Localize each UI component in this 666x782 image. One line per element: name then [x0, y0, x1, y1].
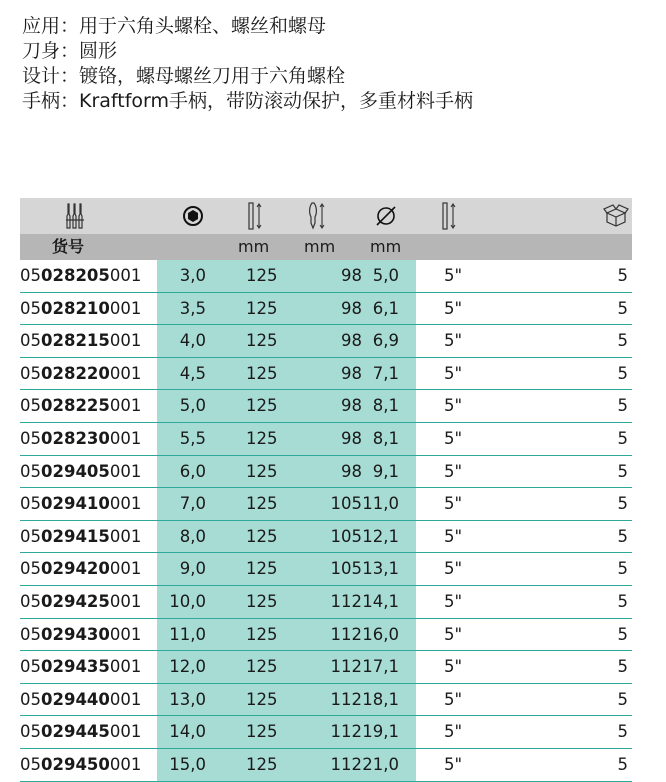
order-number: 05029450001: [20, 754, 142, 774]
table-row: [20, 488, 632, 521]
table-body: [20, 260, 632, 782]
inch-length-cell: 5": [444, 331, 463, 351]
diameter-cell: 6,9: [372, 331, 399, 351]
blade-length-cell: 125: [246, 591, 278, 611]
icon-header-row: [20, 198, 632, 234]
package-qty-cell: 5: [617, 657, 628, 677]
length-cell: 98: [341, 331, 362, 351]
order-number: 05029415001: [20, 526, 142, 546]
hex-size-cell: 4,5: [179, 363, 206, 383]
blade-length-cell: 125: [246, 657, 278, 677]
total-length-icon: [437, 198, 461, 234]
description-line-application: 应用：用于六角头螺栓、螺丝和螺母: [22, 15, 327, 37]
inch-length-cell: 5": [444, 559, 463, 579]
tool-set-icon: [60, 198, 90, 234]
unit-length: mm: [304, 237, 336, 256]
blade-length-cell: 125: [246, 624, 278, 644]
length-cell: 98: [341, 298, 362, 318]
hex-size-cell: 15,0: [169, 754, 206, 774]
table-row: [20, 619, 632, 652]
length-cell: 98: [341, 266, 362, 285]
package-qty-cell: 5: [617, 494, 628, 514]
table-row: [20, 293, 632, 326]
diameter-cell: 17,1: [362, 657, 399, 677]
table-row: [20, 423, 632, 456]
diameter-cell: 9,1: [372, 461, 399, 481]
hex-size-cell: 4,0: [179, 331, 206, 351]
package-qty-cell: 5: [617, 363, 628, 383]
hex-size-cell: 14,0: [169, 722, 206, 742]
order-number: 05029445001: [20, 722, 142, 742]
table-row: [20, 260, 632, 293]
inch-length-cell: 5": [444, 428, 463, 448]
inch-length-cell: 5": [444, 591, 463, 611]
blade-length-cell: 125: [246, 266, 278, 285]
order-number: 05029410001: [20, 494, 142, 514]
inch-length-cell: 5": [444, 689, 463, 709]
hex-size-cell: 13,0: [169, 689, 206, 709]
hex-size-cell: 3,5: [179, 298, 206, 318]
order-number: 05028225001: [20, 396, 142, 416]
diameter-cell: 11,0: [362, 494, 399, 514]
inch-length-cell: 5": [444, 624, 463, 644]
table-row: [20, 716, 632, 749]
description-line-design: 设计：镀铬，螺母螺丝刀用于六角螺栓: [22, 65, 346, 87]
blade-length-cell: 125: [246, 722, 278, 742]
description-line-handle: 手柄：Kraftform手柄，带防滚动保护，多重材料手柄: [22, 90, 474, 112]
length-cell: 112: [330, 591, 362, 611]
blade-length-cell: 125: [246, 526, 278, 546]
diameter-cell: 18,1: [362, 689, 399, 709]
product-table: [20, 198, 632, 782]
hex-socket-icon: [178, 198, 208, 234]
table-row: [20, 521, 632, 554]
hex-size-cell: 3,0: [179, 266, 206, 285]
inch-length-cell: 5": [444, 461, 463, 481]
table-row: [20, 456, 632, 489]
diameter-cell: 13,1: [362, 559, 399, 579]
diameter-cell: 19,1: [362, 722, 399, 742]
order-number: 05029435001: [20, 657, 142, 677]
package-qty-cell: 5: [617, 396, 628, 416]
screwdriver-length-icon: [303, 198, 331, 234]
package-qty-cell: 5: [617, 689, 628, 709]
product-description: [22, 14, 473, 114]
length-cell: 98: [341, 363, 362, 383]
package-icon: [602, 198, 630, 234]
inch-length-cell: 5": [444, 298, 463, 318]
table-row: [20, 586, 632, 619]
diameter-icon: [372, 198, 400, 234]
order-number: 05029440001: [20, 689, 142, 709]
inch-length-cell: 5": [444, 494, 463, 514]
order-number: 05029420001: [20, 559, 142, 579]
diameter-cell: 6,1: [372, 298, 399, 318]
length-cell: 112: [330, 754, 362, 774]
diameter-cell: 7,1: [372, 363, 399, 383]
inch-length-cell: 5": [444, 363, 463, 383]
hex-size-cell: 9,0: [179, 559, 206, 579]
order-number: 05029405001: [20, 461, 142, 481]
length-cell: 98: [341, 396, 362, 416]
table-row: [20, 651, 632, 684]
hex-size-cell: 8,0: [179, 526, 206, 546]
hex-size-cell: 5,5: [179, 428, 206, 448]
length-cell: 112: [330, 689, 362, 709]
inch-length-cell: 5": [444, 657, 463, 677]
length-cell: 112: [330, 722, 362, 742]
blade-length-cell: 125: [246, 494, 278, 514]
package-qty-cell: 5: [617, 624, 628, 644]
table-row: [20, 358, 632, 391]
inch-length-cell: 5": [444, 754, 463, 774]
diameter-cell: 21,0: [362, 754, 399, 774]
order-number: 05028205001: [20, 266, 142, 285]
blade-length-cell: 125: [246, 559, 278, 579]
order-number: 05029430001: [20, 624, 142, 644]
blade-length-cell: 125: [246, 461, 278, 481]
package-qty-cell: 5: [617, 428, 628, 448]
hex-size-cell: 7,0: [179, 494, 206, 514]
hex-size-cell: 6,0: [179, 461, 206, 481]
blade-length-cell: 125: [246, 754, 278, 774]
length-cell: 105: [330, 559, 362, 579]
length-cell: 105: [330, 526, 362, 546]
diameter-cell: 14,1: [362, 591, 399, 611]
diameter-cell: 8,1: [372, 396, 399, 416]
order-number: 05028210001: [20, 298, 142, 318]
inch-length-cell: 5": [444, 266, 463, 285]
order-number: 05029425001: [20, 591, 142, 611]
description-line-blade: 刀身：圆形: [22, 40, 118, 62]
package-qty-cell: 5: [617, 298, 628, 318]
table-row: [20, 553, 632, 586]
table-row: [20, 684, 632, 717]
package-qty-cell: 5: [617, 754, 628, 774]
blade-length-cell: 125: [246, 396, 278, 416]
package-qty-cell: 5: [617, 266, 628, 285]
package-qty-cell: 5: [617, 722, 628, 742]
blade-length-cell: 125: [246, 428, 278, 448]
blade-length-cell: 125: [246, 689, 278, 709]
unit-blade-length: mm: [238, 237, 270, 256]
diameter-cell: 16,0: [362, 624, 399, 644]
length-cell: 112: [330, 657, 362, 677]
hex-size-cell: 12,0: [169, 657, 206, 677]
length-cell: 105: [330, 494, 362, 514]
blade-length-icon: [243, 198, 267, 234]
blade-length-cell: 125: [246, 298, 278, 318]
table-row: [20, 390, 632, 423]
package-qty-cell: 5: [617, 591, 628, 611]
inch-length-cell: 5": [444, 722, 463, 742]
blade-length-cell: 125: [246, 331, 278, 351]
length-cell: 112: [330, 624, 362, 644]
table-row: [20, 325, 632, 358]
table-row: [20, 749, 632, 782]
package-qty-cell: 5: [617, 331, 628, 351]
diameter-cell: 12,1: [362, 526, 399, 546]
hex-size-cell: 10,0: [169, 591, 206, 611]
length-cell: 98: [341, 461, 362, 481]
length-cell: 98: [341, 428, 362, 448]
diameter-cell: 8,1: [372, 428, 399, 448]
unit-diameter: mm: [370, 237, 402, 256]
unit-header-row: [20, 234, 632, 260]
blade-length-cell: 125: [246, 363, 278, 383]
order-number-header: 货号: [52, 237, 85, 256]
package-qty-cell: 5: [617, 559, 628, 579]
hex-size-cell: 5,0: [179, 396, 206, 416]
package-qty-cell: 5: [617, 526, 628, 546]
package-qty-cell: 5: [617, 461, 628, 481]
order-number: 05028215001: [20, 331, 142, 351]
inch-length-cell: 5": [444, 396, 463, 416]
hex-size-cell: 11,0: [169, 624, 206, 644]
diameter-cell: 5,0: [372, 266, 399, 285]
order-number: 05028220001: [20, 363, 142, 383]
order-number: 05028230001: [20, 428, 142, 448]
inch-length-cell: 5": [444, 526, 463, 546]
